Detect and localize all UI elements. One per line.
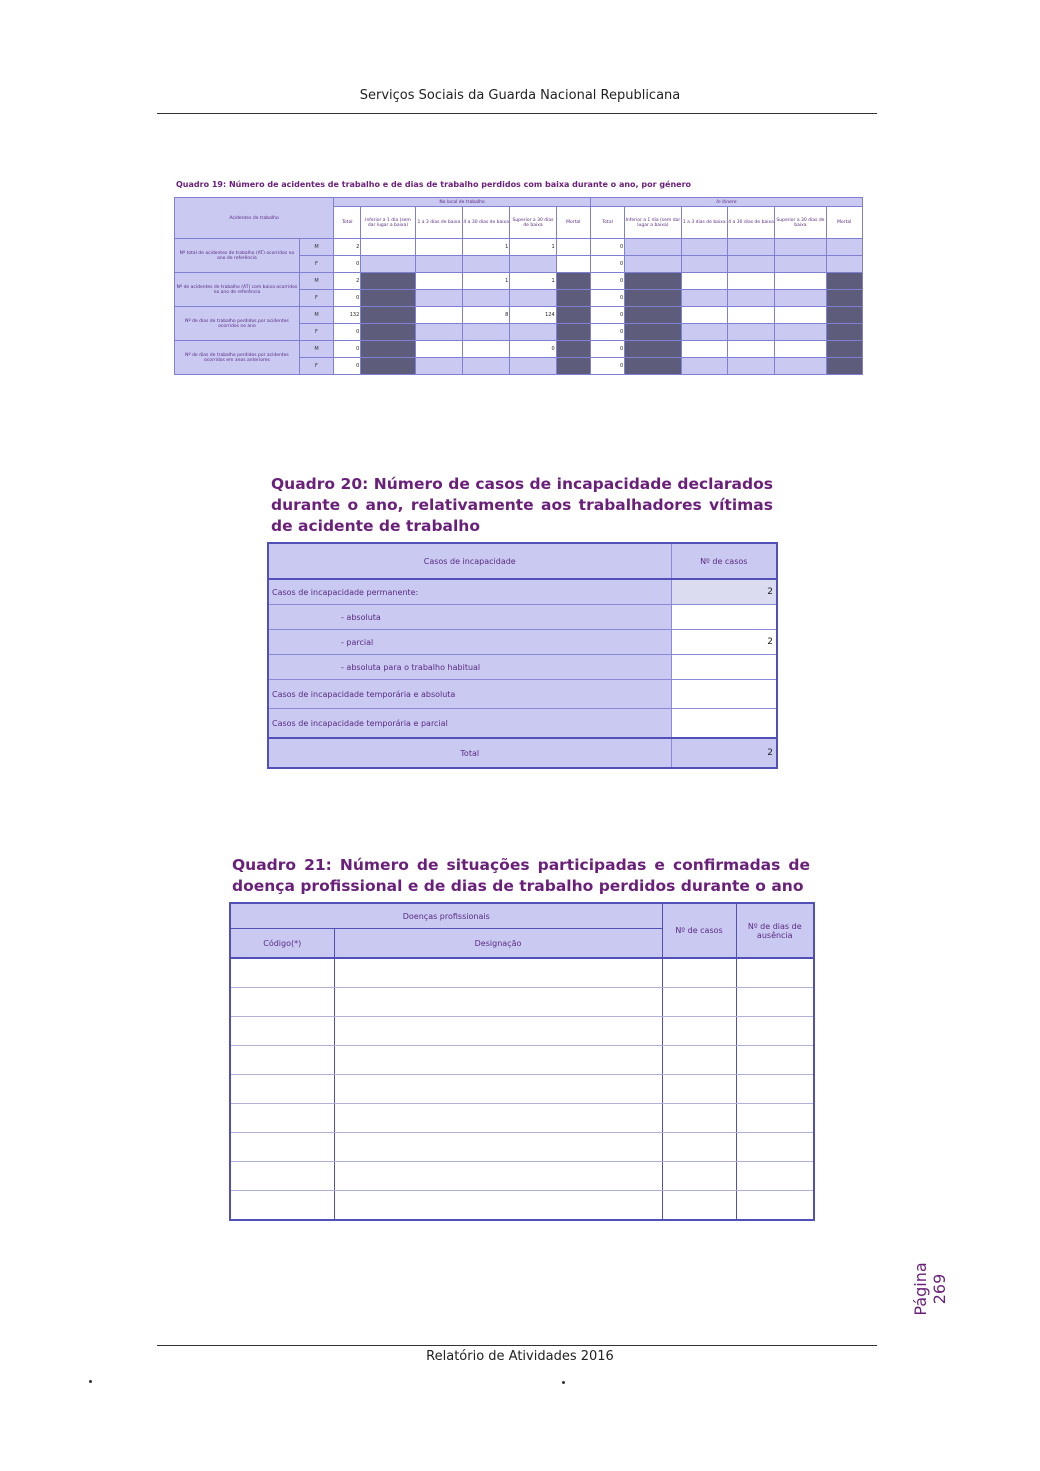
q19-cell-itinere	[727, 341, 774, 358]
q21-empty-cell	[334, 1104, 662, 1133]
q19-cell-local	[361, 256, 415, 273]
q19-col-header: 4 a 30 dias de baixa	[727, 207, 774, 239]
q19-cell-local	[556, 290, 590, 307]
q19-cell-itinere	[625, 273, 681, 290]
q19-cell-itinere	[681, 358, 727, 375]
q19-gender: M	[299, 273, 333, 290]
q19-row-label: Nº de dias de trabalho perdidos por acidentes ocorridos no ano	[175, 307, 300, 341]
q19-cell-local	[415, 290, 462, 307]
q21-empty-row	[230, 1104, 814, 1133]
q19-cell-itinere	[826, 273, 862, 290]
q19-cell-local	[510, 358, 556, 375]
q19-cell-local	[361, 239, 415, 256]
q19-cell-local: 1	[463, 273, 510, 290]
q19-cell-local	[361, 324, 415, 341]
q19-col-header: Superior a 30 dias de baixa	[775, 207, 826, 239]
q19-gender: F	[299, 256, 333, 273]
q19-cell-local	[556, 307, 590, 324]
q19-cell-local: 132	[334, 307, 361, 324]
q19-cell-itinere	[681, 341, 727, 358]
q20-title: Quadro 20: Número de casos de incapacidade declarados durante o ano, relativamente aos trabalhadores vítimas de acidente de trabalho	[271, 475, 773, 535]
q19-cell-itinere	[826, 307, 862, 324]
q19-col-header: 1 a 3 dias de baixa	[415, 207, 462, 239]
q19-cell-local	[510, 290, 556, 307]
q20-row-label: - absoluta para o trabalho habitual	[268, 655, 671, 680]
q19-cell-local	[361, 273, 415, 290]
q19-cell-itinere	[775, 256, 826, 273]
q19-cell-local	[415, 256, 462, 273]
q21-empty-row	[230, 1162, 814, 1191]
q20-row-label: - parcial	[268, 630, 671, 655]
q21-empty-cell	[662, 1191, 736, 1221]
q19-cell-itinere	[625, 307, 681, 324]
q21-empty-cell	[230, 1017, 334, 1046]
q19-cell-local: 2	[334, 239, 361, 256]
q21-empty-cell	[662, 958, 736, 988]
q20-row-value: 2	[671, 630, 777, 655]
q21-empty-cell	[334, 1162, 662, 1191]
q19-cell-itinere: 0	[590, 256, 624, 273]
q19-cell-itinere	[775, 324, 826, 341]
q19-cell-local: 8	[463, 307, 510, 324]
q19-cell-itinere	[775, 307, 826, 324]
header-rule	[157, 113, 877, 114]
q19-col-header: Mortal	[556, 207, 590, 239]
q19-cell-itinere	[625, 239, 681, 256]
q19-cell-itinere	[826, 290, 862, 307]
q21-empty-cell	[736, 1191, 814, 1221]
q19-cell-local: 0	[334, 256, 361, 273]
q19-cell-itinere	[727, 239, 774, 256]
q19-cell-itinere	[625, 256, 681, 273]
q19-gender: M	[299, 341, 333, 358]
q19-row-label: Nº de dias de trabalho perdidos por acidentes ocorridos em anos anteriores	[175, 341, 300, 375]
q21-group-header: Doenças profissionais	[230, 903, 662, 929]
q21-empty-cell	[334, 958, 662, 988]
q21-empty-cell	[230, 1133, 334, 1162]
q19-col-header: Inferior a 1 dia (sem dar lugar a baixa)	[361, 207, 415, 239]
q21-empty-row	[230, 1075, 814, 1104]
q19-cell-itinere	[826, 256, 862, 273]
q19-cell-local: 2	[334, 273, 361, 290]
q21-empty-cell	[736, 1075, 814, 1104]
q21-empty-cell	[662, 1162, 736, 1191]
q21-empty-row	[230, 988, 814, 1017]
q19-cell-itinere	[775, 239, 826, 256]
q19-group-itinere: In itinere	[590, 198, 862, 207]
q20-row-label: - absoluta	[268, 605, 671, 630]
q19-cell-local	[361, 358, 415, 375]
q21-empty-cell	[334, 1017, 662, 1046]
q19-cell-itinere	[681, 324, 727, 341]
q21-empty-row	[230, 958, 814, 988]
q19-cell-local: 1	[463, 239, 510, 256]
q19-cell-local	[556, 256, 590, 273]
q19-gender: M	[299, 239, 333, 256]
q19-col-header: Superior a 30 dias de baixa	[510, 207, 556, 239]
page-footer-title: Relatório de Atividades 2016	[426, 1349, 614, 1364]
q21-empty-cell	[230, 1162, 334, 1191]
q21-empty-row	[230, 1133, 814, 1162]
q21-empty-cell	[230, 1046, 334, 1075]
q20-row-value	[671, 655, 777, 680]
q19-gender: F	[299, 290, 333, 307]
q19-cell-local: 0	[334, 324, 361, 341]
q21-col-code: Código(*)	[230, 929, 334, 959]
q19-gender: F	[299, 358, 333, 375]
q19-gender: M	[299, 307, 333, 324]
q21-empty-cell	[230, 1191, 334, 1221]
q21-empty-cell	[230, 1104, 334, 1133]
q21-empty-cell	[334, 1191, 662, 1221]
q19-cell-local	[415, 307, 462, 324]
q21-empty-cell	[736, 1046, 814, 1075]
q19-row-header: Acidentes de trabalho	[175, 198, 334, 239]
q19-cell-itinere	[826, 239, 862, 256]
footer-rule	[157, 1345, 877, 1346]
q20-row-value	[671, 605, 777, 630]
q19-cell-itinere	[727, 324, 774, 341]
q19-cell-itinere	[681, 273, 727, 290]
q19-cell-local	[463, 324, 510, 341]
page-header-title: Serviços Sociais da Guarda Nacional Republicana	[359, 88, 681, 103]
q19-cell-itinere	[727, 256, 774, 273]
q21-empty-cell	[334, 1046, 662, 1075]
q19-col-header: Mortal	[826, 207, 862, 239]
q19-cell-local	[463, 256, 510, 273]
q21-empty-cell	[662, 1075, 736, 1104]
q19-cell-local	[361, 290, 415, 307]
q19-cell-itinere: 0	[590, 324, 624, 341]
page-number: Página 269	[911, 1262, 949, 1316]
q19-cell-itinere	[625, 358, 681, 375]
q19-group-local: No local de trabalho	[334, 198, 591, 207]
q19-data-row	[175, 273, 863, 290]
q19-cell-local	[463, 290, 510, 307]
q19-cell-itinere: 0	[590, 290, 624, 307]
q19-cell-itinere	[727, 358, 774, 375]
q19-cell-itinere	[826, 324, 862, 341]
q19-data-row	[175, 307, 863, 324]
q19-cell-local: 0	[334, 341, 361, 358]
q19-cell-itinere	[625, 290, 681, 307]
q20-row-label: Casos de incapacidade temporária e absoluta	[268, 680, 671, 709]
q21-empty-cell	[334, 1075, 662, 1104]
q20-row-label: Casos de incapacidade permanente:	[268, 579, 671, 605]
q20-row-value: 2	[671, 579, 777, 605]
q21-empty-cell	[230, 1075, 334, 1104]
q19-cell-local	[510, 324, 556, 341]
q19-cell-local	[556, 273, 590, 290]
q19-cell-local	[510, 256, 556, 273]
q21-col-cases: Nº de casos	[662, 903, 736, 958]
q21-empty-cell	[736, 1162, 814, 1191]
q19-col-header: Total	[334, 207, 361, 239]
q19-col-header: Total	[590, 207, 624, 239]
q19-cell-local	[361, 341, 415, 358]
q19-cell-local	[556, 358, 590, 375]
q20-total-label: Total	[268, 738, 671, 768]
q19-cell-local	[556, 239, 590, 256]
q19-cell-local: 0	[510, 341, 556, 358]
q19-data-row	[175, 341, 863, 358]
q19-cell-local	[463, 358, 510, 375]
q19-gender: F	[299, 324, 333, 341]
q19-cell-local	[415, 273, 462, 290]
q19-cell-local	[415, 239, 462, 256]
q19-cell-local	[463, 341, 510, 358]
q19-cell-local	[361, 307, 415, 324]
q19-cell-itinere: 0	[590, 273, 624, 290]
q19-cell-itinere	[681, 290, 727, 307]
q21-empty-cell	[736, 958, 814, 988]
q19-cell-itinere	[775, 341, 826, 358]
q20-table	[267, 542, 778, 769]
scan-dot	[562, 1381, 565, 1384]
q19-cell-itinere	[681, 256, 727, 273]
q21-col-days: Nº de dias de ausência	[736, 903, 814, 958]
q19-cell-local: 1	[510, 273, 556, 290]
q19-cell-itinere	[727, 290, 774, 307]
q21-empty-row	[230, 1191, 814, 1221]
q21-empty-cell	[662, 1104, 736, 1133]
q19-cell-itinere	[826, 341, 862, 358]
q21-table	[229, 902, 815, 1221]
q21-empty-cell	[334, 1133, 662, 1162]
q21-empty-cell	[662, 1133, 736, 1162]
q19-cell-itinere	[681, 239, 727, 256]
q21-empty-row	[230, 1046, 814, 1075]
q21-empty-cell	[662, 988, 736, 1017]
q21-empty-cell	[736, 1104, 814, 1133]
q19-cell-itinere	[775, 290, 826, 307]
q19-cell-local	[415, 324, 462, 341]
q19-row-label: Nº de acidentes de trabalho (AT) com baixa ocorridos no ano de referência	[175, 273, 300, 307]
q19-cell-itinere	[727, 307, 774, 324]
q19-cell-itinere: 0	[590, 341, 624, 358]
q20-row-value	[671, 680, 777, 709]
q21-empty-cell	[662, 1046, 736, 1075]
q21-title: Quadro 21: Número de situações participadas e confirmadas de doença profissional e de dias de trabalho perdidos durante o ano	[232, 856, 810, 895]
q19-cell-itinere	[775, 273, 826, 290]
q20-total-value: 2	[671, 738, 777, 768]
q19-col-header: Inferior a 1 dia (sem dar lugar a baixa)	[625, 207, 681, 239]
q19-row-label: Nº total de acidentes de trabalho (AT) ocorridos no ano de referência	[175, 239, 300, 273]
q21-empty-cell	[230, 988, 334, 1017]
q19-cell-local	[556, 341, 590, 358]
q21-empty-cell	[736, 1133, 814, 1162]
q19-data-row	[175, 239, 863, 256]
q19-cell-itinere	[775, 358, 826, 375]
q19-cell-local: 124	[510, 307, 556, 324]
q21-empty-cell	[230, 958, 334, 988]
q21-col-designation: Designação	[334, 929, 662, 959]
q19-col-header: 1 a 3 dias de baixa	[681, 207, 727, 239]
q19-cell-itinere: 0	[590, 239, 624, 256]
q19-cell-itinere	[826, 358, 862, 375]
q19-col-header: 4 a 30 dias de baixa	[463, 207, 510, 239]
q20-col-cases: Casos de incapacidade	[268, 543, 671, 579]
q21-empty-cell	[736, 988, 814, 1017]
q20-row-label: Casos de incapacidade temporária e parcial	[268, 709, 671, 739]
q19-cell-local: 1	[510, 239, 556, 256]
q19-cell-itinere	[625, 341, 681, 358]
q19-cell-local: 0	[334, 290, 361, 307]
q19-cell-local	[556, 324, 590, 341]
q19-cell-itinere: 0	[590, 358, 624, 375]
q19-cell-itinere	[727, 273, 774, 290]
q19-cell-itinere: 0	[590, 307, 624, 324]
q19-cell-local	[415, 341, 462, 358]
q21-empty-cell	[736, 1017, 814, 1046]
q20-col-count: Nº de casos	[671, 543, 777, 579]
scan-dot	[89, 1380, 92, 1383]
q21-empty-row	[230, 1017, 814, 1046]
q20-row-value	[671, 709, 777, 739]
q19-title: Quadro 19: Número de acidentes de trabalho e de dias de trabalho perdidos com baixa durante o ano, por género	[176, 180, 692, 189]
q21-empty-cell	[662, 1017, 736, 1046]
q19-cell-itinere	[625, 324, 681, 341]
q19-cell-itinere	[681, 307, 727, 324]
q21-empty-cell	[334, 988, 662, 1017]
q19-cell-local	[415, 358, 462, 375]
q19-cell-local: 0	[334, 358, 361, 375]
q19-table	[174, 197, 863, 375]
